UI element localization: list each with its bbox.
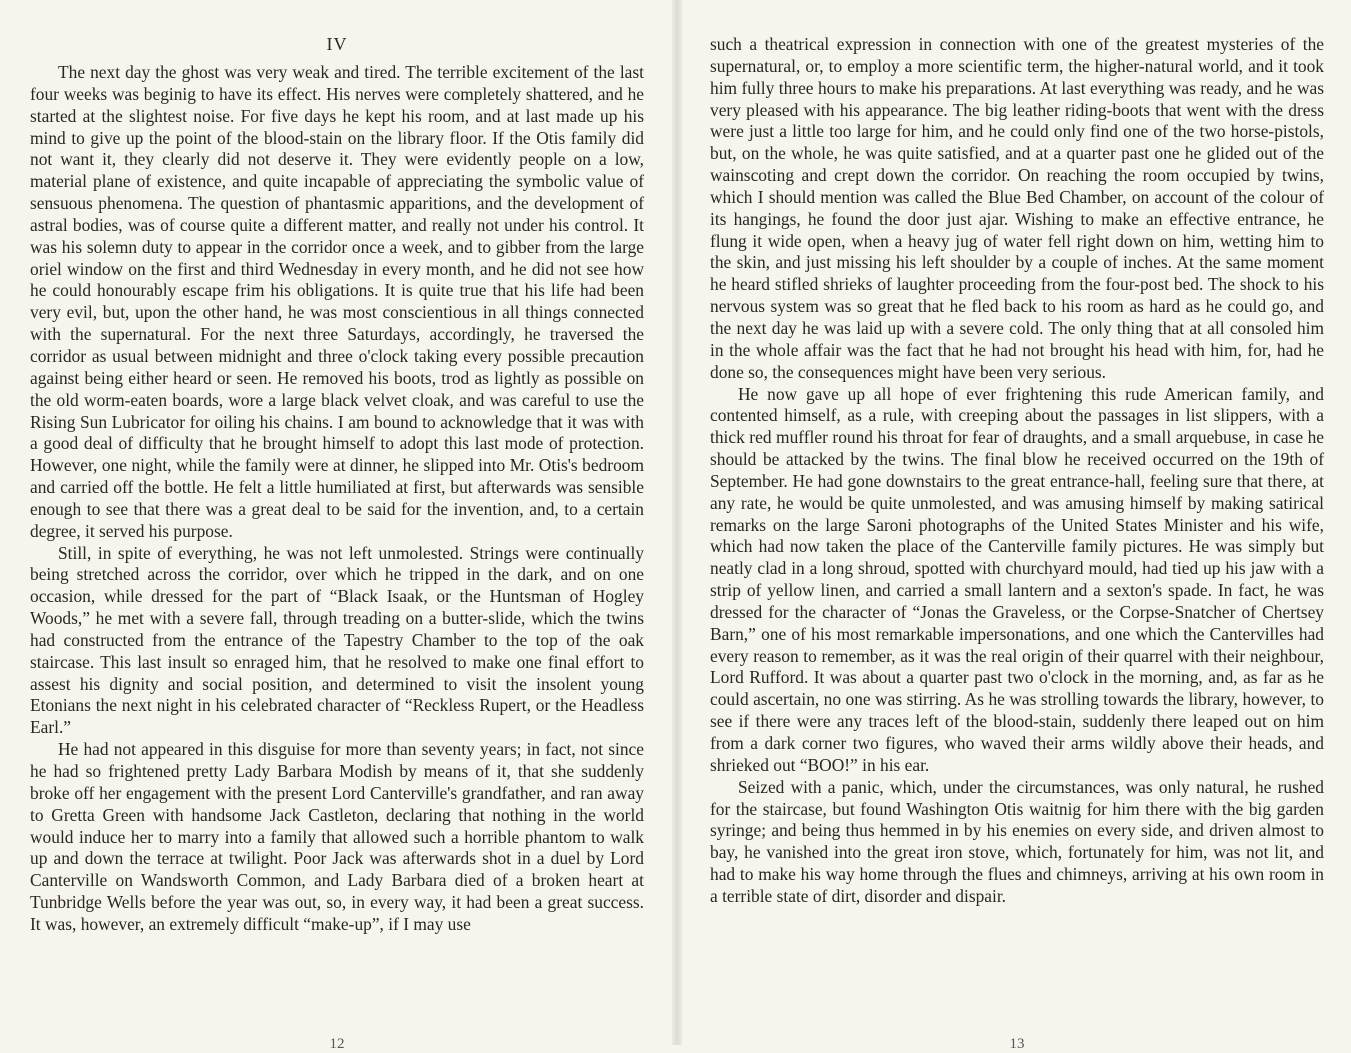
right-page-text — [710, 34, 1324, 908]
right-page — [710, 0, 1324, 1052]
chapter-heading: IV — [326, 34, 348, 54]
book-gutter — [672, 0, 682, 1045]
page-number-right: 13 — [1009, 1036, 1025, 1052]
paragraph: He had not appeared in this disguise for more than seventy years; in fact, not since he had so frightened pretty Lady Barbara Modish by means of it, that she suddenly broke off her engagement with the present Lord Canterville's grandfather, and ran away to Gretta Green with handsome Jack Castleton, declaring that nothing in the world would induce her to marry into a family that allowed such a horrible phantom to walk up and down the terrace at twilight. Poor Jack was afterwards shot in a duel by Lord Canterville on Wandsworth Common, and Lady Barbara died of a broken heart at Tunbridge Wells before the year was out, so, in every way, it had been a great success. It was, however, an extremely difficult “make-up”, if I may use — [30, 739, 644, 934]
left-page — [30, 0, 644, 1052]
paragraph: Still, in spite of everything, he was not left unmolested. Strings were continually being stretched across the corridor, over which he tripped in the dark, and on one occasion, while dressed for the part of “Black Isaak, or the Huntsman of Hogley Woods,” he met with a severe fall, through treading on a butter-slide, which the twins had constructed from the entrance of the Tapestry Chamber to the top of the oak staircase. This last insult so enraged him, that he resolved to make one final effort to assest his dignity and social position, and determined to visit the insolent young Etonians the next night in his celebrated character of “Reckless Rupert, or the Headless Earl.” — [30, 542, 644, 738]
paragraph: such a theatrical expression in connection with one of the greatest mysteries of the supernatural, or, to employ a more scientific term, the higher-natural world, and it took him fully three hours to make his preparations. At last everything was ready, and he was very pleased with his appearance. The big leather riding-boots that went with the dress were just a little too large for him, and he could only find one of the two horse-pistols, but, on the whole, he was quite satisfied, and at a quarter past one he glided out of the wainscoting and crept down the corridor. On reaching the room occupied by twins, which I should mention was called the Blue Bed Chamber, on account of the colour of its hangings, he found the door just ajar. Wishing to make an effective entrance, he flung it wide open, when a heavy jug of water fell right down on him, wetting him to the skin, and just missing his left shoulder by a couple of inches. At the same moment he heard stifled shrieks of laughter proceeding from the four-post bed. The shock to his nervous system was so great that he fled back to his room as hard as he could go, and the next day he was laid up with a severe cold. The only thing that at all consoled him in the whole affair was the fact that he had not brought his head with him, for, had he done so, the consequences might have been very serious. — [710, 34, 1324, 382]
left-page-text — [30, 62, 644, 936]
page-number-left: 12 — [329, 1036, 345, 1052]
paragraph: The next day the ghost was very weak and tired. The terrible excitement of the last four weeks was beginig to have its effect. His nerves were completely shattered, and he started at the slightest noise. For five days he kept his room, and at last made up his mind to give up the point of the blood-stain on the library floor. If the Otis family did not want it, they clearly did not deserve it. They were evidently people on a low, material plane of existence, and quite incapable of appreciating the symbolic value of sensuous phenomena. The question of phantasmic apparitions, and the development of astral bodies, was of course quite a different matter, and really not under his control. It was his solemn duty to appear in the corridor once a week, and to gibber from the large oriel window on the first and third Wednesday in every month, and he did not see how he could honourably escape frim his obligations. It is quite true that his life had been very evil, but, upon the other hand, he was most conscientious in all things connected with the supernatural. For the next three Saturdays, accordingly, he traversed the corridor as usual between midnight and three o'clock taking every possible precaution against being either heard or seen. He removed his boots, trod as lightly as possible on the old worm-eaten boards, wore a large black velvet cloak, and was careful to use the Rising Sun Lubricator for oiling his chains. I am bound to acknowledge that it was with a good deal of difficulty that he brought himself to adopt this last mode of protection. However, one night, while the family were at dinner, he slipped into Mr. Otis's bedroom and carried off the bottle. He felt a little humiliated at first, but afterwards was sensible enough to see that there was a great deal to be said for the invention, and, to a certain degree, it served his purpose. — [30, 62, 644, 541]
paragraph: Seized with a panic, which, under the circumstances, was only natural, he rushed for the staircase, but found Washington Otis waitnig for him there with the big garden syringe; and being thus hemmed in by his enemies on every side, and driven almost to bay, he vanished into the great iron stove, which, fortunately for him, was not lit, and had to make his way home through the flues and chimneys, arriving at his own room in a terrible state of dirt, disorder and dispair. — [710, 776, 1324, 906]
paragraph: He now gave up all hope of ever frightening this rude American family, and contented himself, as a rule, with creeping about the passages in list slippers, with a thick red muffler round his throat for fear of draughts, and a small arquebuse, in case he should be attacked by the twins. The final blow he received occurred on the 19th of September. He had gone downstairs to the great entrance-hall, feeling sure that there, at any rate, he would be quite unmolested, and was amusing himself by making satirical remarks on the large Saroni photographs of the United States Minister and his wife, which had now taken the place of the Canterville family pictures. He was simply but neatly clad in a long shroud, spotted with churchyard mould, had tied up his jaw with a strip of yellow linen, and carried a small lantern and a sexton's spade. In fact, he was dressed for the character of “Jonas the Graveless, or the Corpse-Snatcher of Chertsey Barn,” one of his most remarkable impersonations, and one which the Cantervilles had every reason to remember, as it was the real origin of their quarrel with their neighbour, Lord Rufford. It was about a quarter past two o'clock in the morning, and, as far as he could ascertain, no one was stirring. As he was strolling towards the library, however, to see if there were any traces left of the blood-stain, suddenly there leaped out on him from a dark corner two figures, who waved their arms wildly above their heads, and shrieked out “BOO!” in his ear. — [710, 383, 1324, 775]
